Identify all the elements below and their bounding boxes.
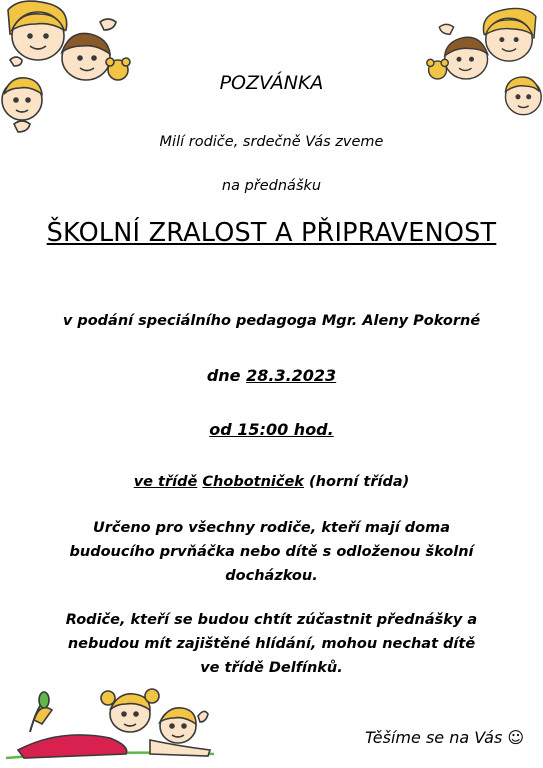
greeting-text: Milí rodiče, srdečně Vás zveme (159, 134, 384, 150)
location-prefix: ve třídě (133, 474, 198, 490)
event-heading: ŠKOLNÍ ZRALOST A PŘIPRAVENOST (46, 218, 497, 248)
children-peeking-icon (0, 0, 160, 140)
intro-text: na přednášku (221, 178, 322, 194)
event-time: od 15:00 hod. (209, 420, 334, 439)
location-line (0, 474, 543, 490)
date-prefix: dne (206, 366, 241, 385)
date-line (0, 366, 543, 385)
page-title: POZVÁNKA (219, 72, 324, 94)
location-suffix: (horní třída) (309, 474, 410, 490)
location-name: Chobotniček (202, 474, 304, 490)
childcare-note: Rodiče, kteří se budou chtít zúčastnit přednášky a nebudou mít zajištěné hlídání, mohou nechat dítě ve třídě Delfínků. (65, 612, 478, 676)
event-date: 28.3.2023 (246, 366, 337, 385)
presenter-text: v podání speciálního pedagoga Mgr. Aleny Pokorné (62, 313, 481, 329)
closing-text: Těšíme se na Vás ☺ (365, 728, 525, 747)
children-lying-icon (0, 680, 220, 768)
audience-note: Určeno pro všechny rodiče, kteří mají doma budoucího prvňáčka nebo dítě s odloženou školní docházkou. (69, 520, 474, 584)
children-peeking-icon (400, 0, 543, 140)
